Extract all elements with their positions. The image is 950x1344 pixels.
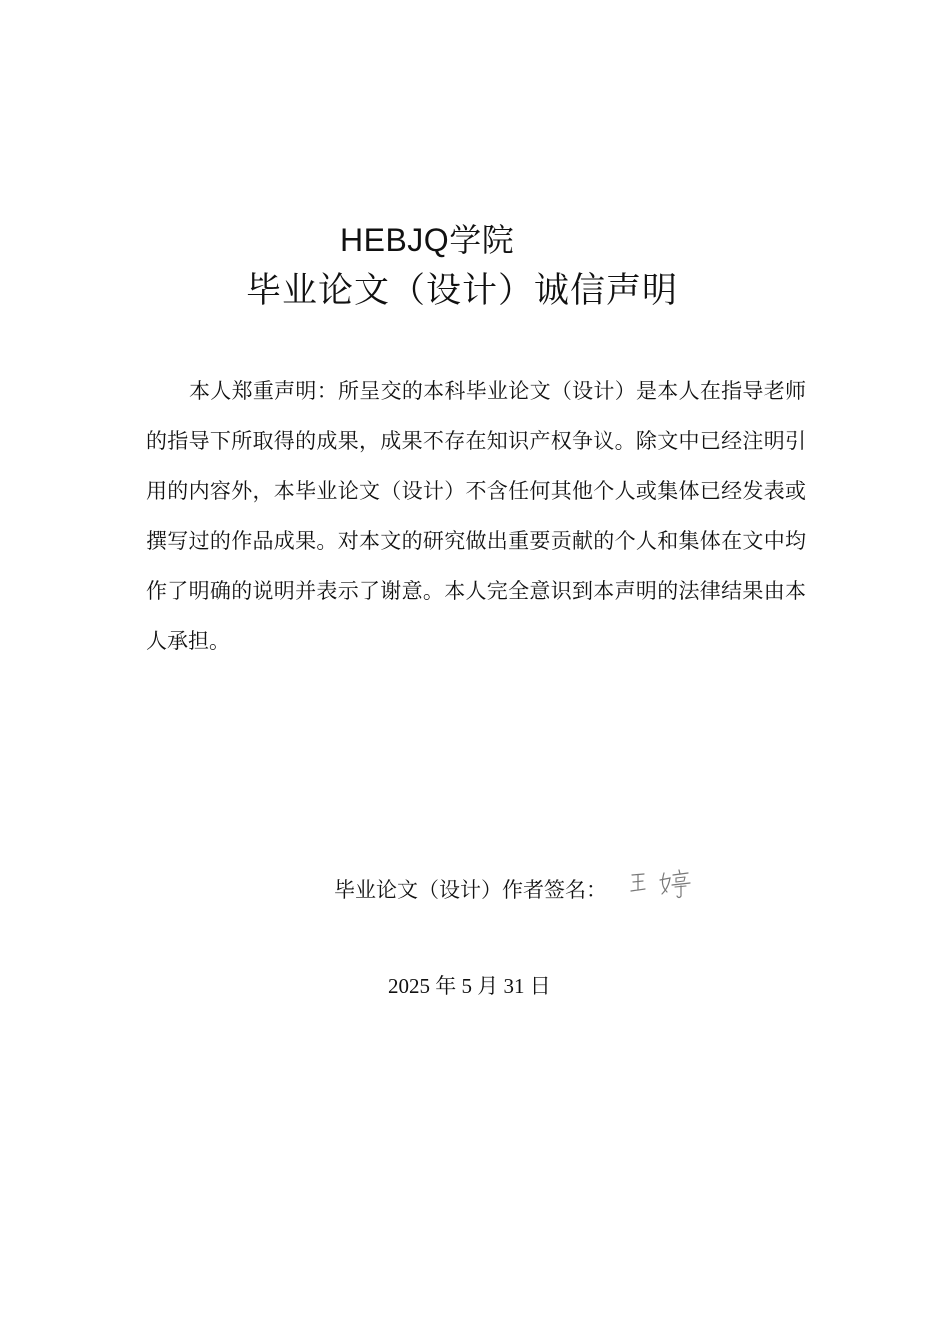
- school-name: HEBJQ学院: [340, 222, 515, 258]
- document-title: 毕业论文（设计）诚信声明: [246, 271, 679, 311]
- handwritten-signature: [626, 866, 698, 902]
- declaration-paragraph: 本人郑重声明：所呈交的本科毕业论文（设计）是本人在指导老师的指导下所取得的成果，成果不存在知识产权争议。除文中已经注明引用的内容外，本毕业论文（设计）不含任何其他个人或集体已经发表或撰写过的作品成果。对本文的研究做出重要贡献的个人和集体在文中均作了明确的说明并表示了谢意。本人完全意识到本声明的法律结果由本人承担。: [146, 379, 806, 653]
- signature-label: 毕业论文（设计）作者签名：: [334, 878, 607, 902]
- signature-date: 2025 年 5 月 31 日: [388, 974, 551, 998]
